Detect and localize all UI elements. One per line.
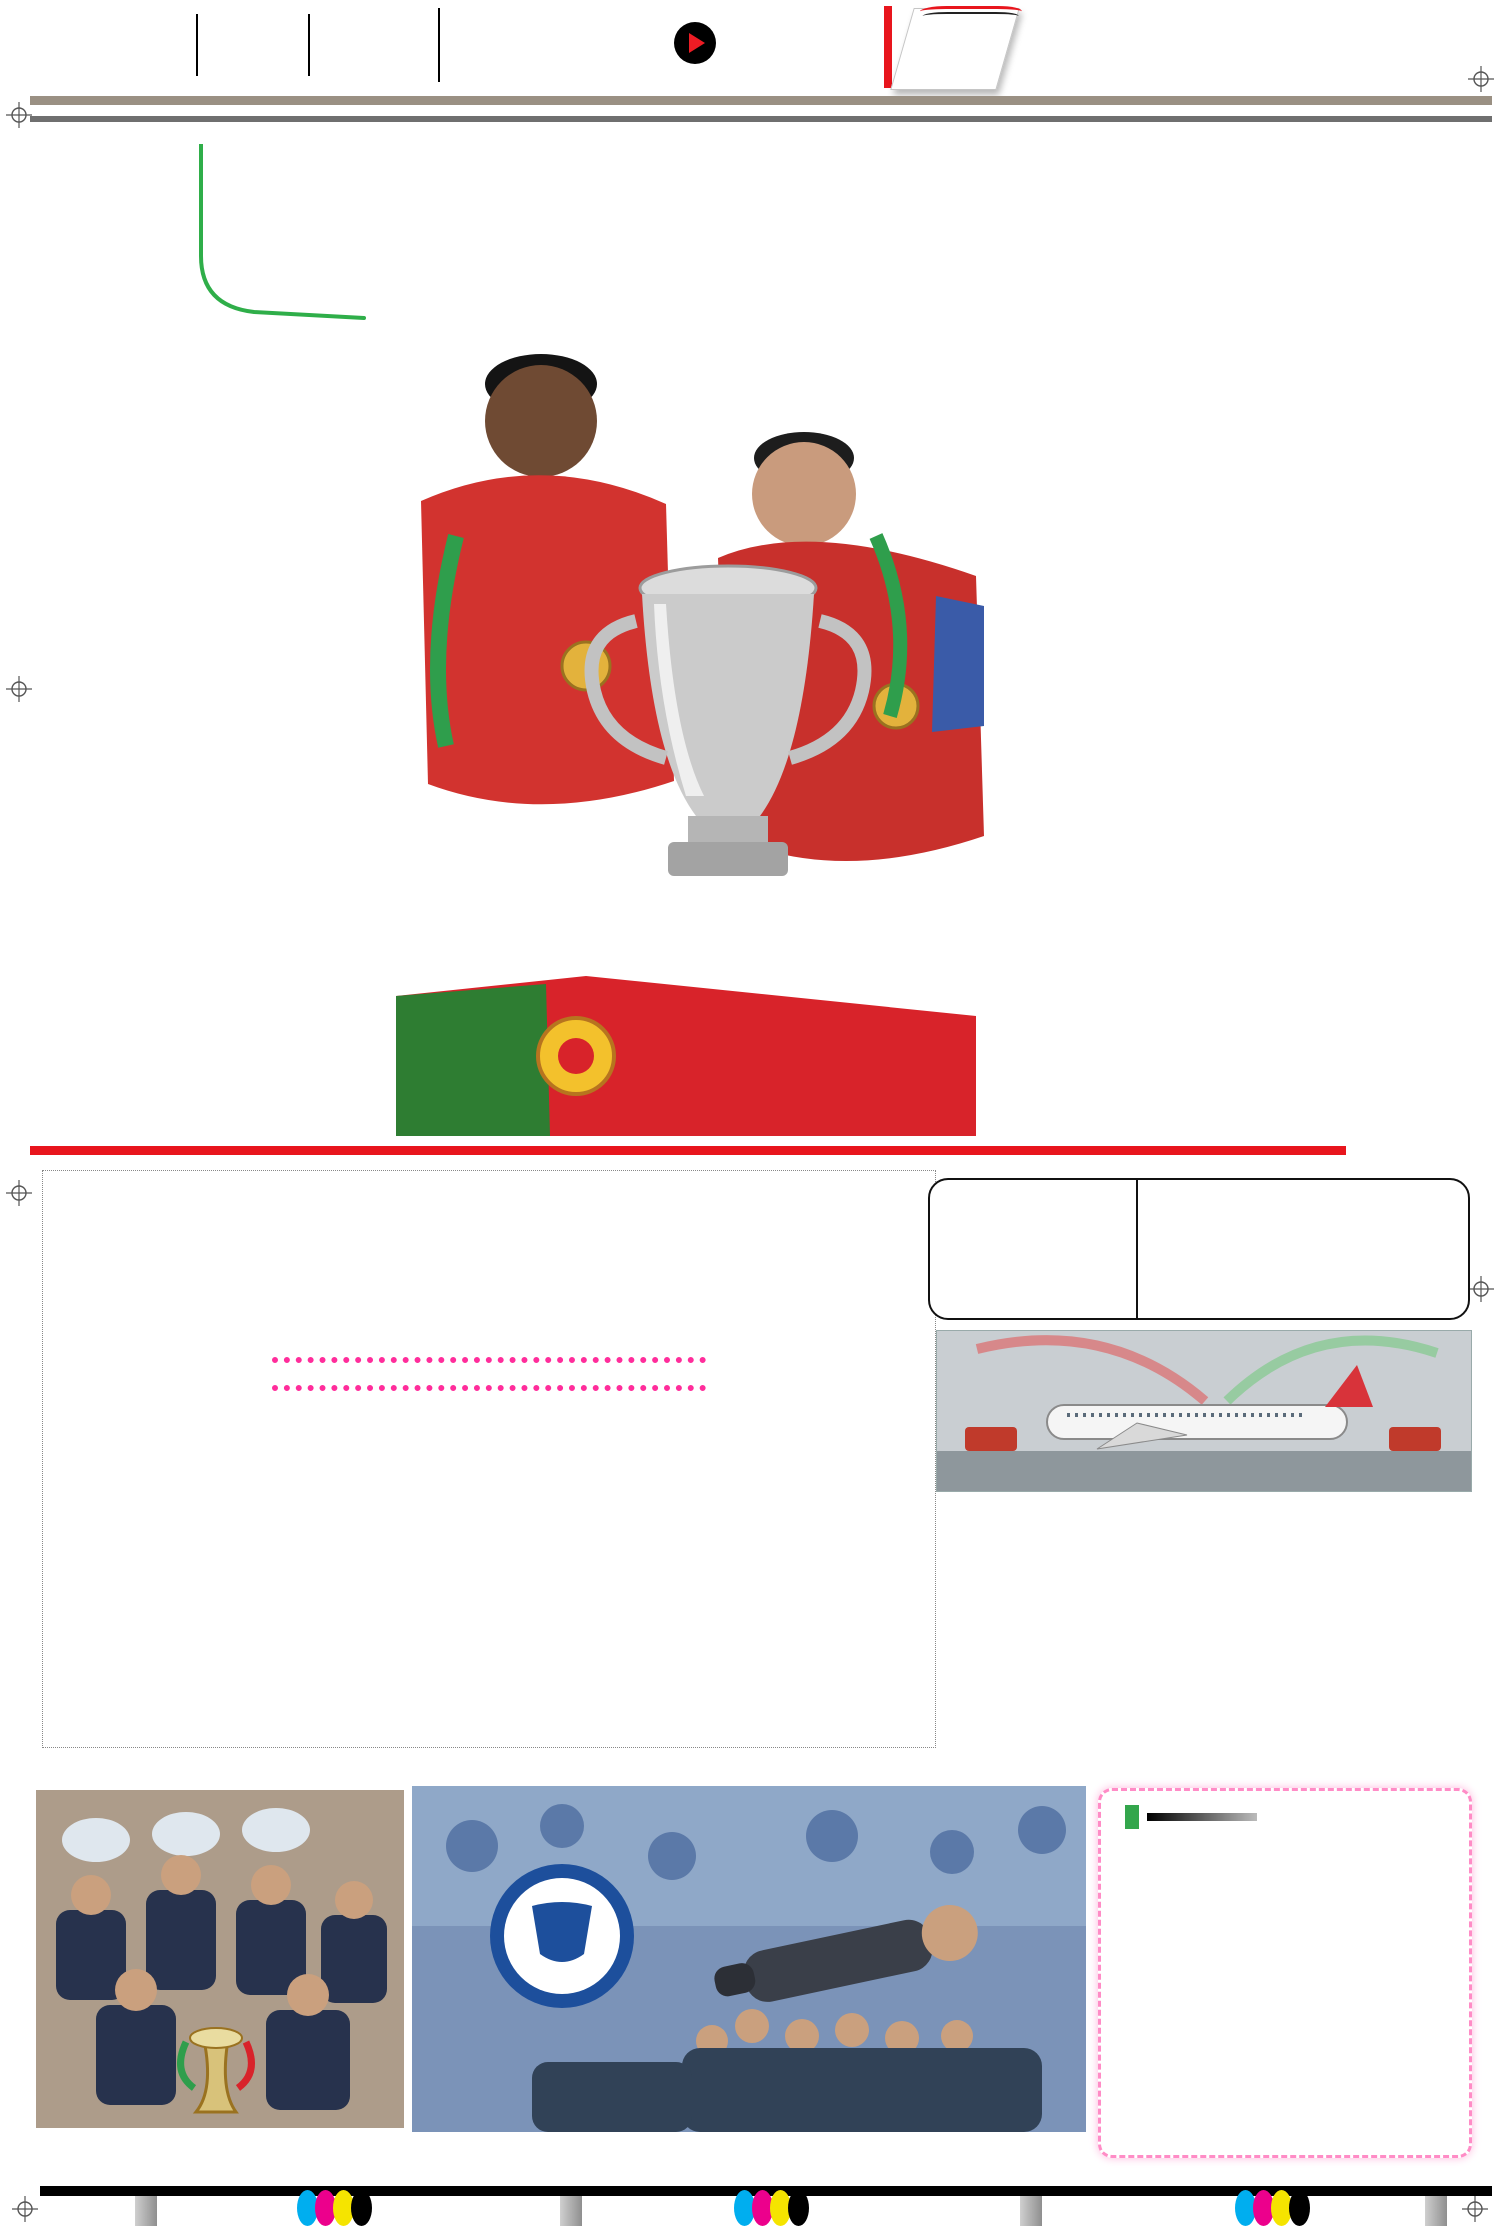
play-icon [674, 22, 716, 64]
eder-column-a [1122, 1530, 1290, 1742]
masthead-divider [438, 8, 440, 82]
play-triangle-icon [689, 33, 705, 53]
registration-mark-icon [1468, 1276, 1494, 1302]
stats-left-column [36, 254, 338, 1118]
analysis-column-4 [716, 1181, 927, 1737]
gray-patch [1425, 2196, 1447, 2226]
eiffel-body [1117, 1851, 1453, 2093]
main-photo-illustration [336, 236, 1012, 1148]
awards-list [930, 1180, 1138, 1318]
best-team-box [1138, 1180, 1468, 1318]
stats-right-column [1012, 254, 1470, 1120]
registration-mark-icon [12, 2196, 38, 2222]
eder-column-b [1302, 1530, 1470, 1742]
cmyk-dots [300, 2190, 372, 2226]
red-section-rule [30, 1146, 1346, 1155]
wavy-divider [930, 1748, 1470, 1760]
analysis-mid-bottom [272, 1399, 706, 1737]
analysis-title [272, 1357, 706, 1391]
lead-kicker [40, 142, 202, 148]
coach-toss-photo [412, 1786, 1086, 2132]
wavy-divider [930, 1514, 1470, 1526]
page-corner [890, 8, 1020, 90]
gradient-rule-icon [1147, 1813, 1257, 1821]
team-plane-photo [36, 1790, 404, 2128]
analysis-column-1 [51, 1181, 262, 1737]
masthead-divider [308, 14, 310, 76]
main-photo [336, 236, 1012, 1148]
gray-patch [560, 2196, 582, 2226]
black-dot [351, 2190, 372, 2226]
eiffel-kicker-row [1117, 1805, 1453, 1829]
masthead-divider [196, 14, 198, 76]
eder-story [930, 1530, 1470, 1742]
plane-photo [936, 1330, 1472, 1492]
black-dot [1289, 2190, 1310, 2226]
eiffel-story-box [1098, 1788, 1472, 2158]
analysis-middle [272, 1181, 706, 1737]
gray-patch [1020, 2196, 1042, 2226]
masthead-red-bar [884, 6, 892, 88]
divider-rule [30, 96, 1492, 105]
green-dash-icon [1125, 1805, 1139, 1829]
analysis-mid-top [272, 1181, 706, 1349]
divider-rule [30, 116, 1492, 122]
awards-team-box [928, 1178, 1470, 1320]
coach-toss-illustration [412, 1786, 1086, 2132]
cmyk-dots [1238, 2190, 1310, 2226]
gray-patch [135, 2196, 157, 2226]
black-dot [788, 2190, 809, 2226]
eder-headline [930, 1530, 1110, 1742]
analysis-article [42, 1170, 936, 1748]
registration-mark-icon [1462, 2196, 1488, 2222]
registration-mark-icon [6, 102, 32, 128]
section-label [674, 22, 726, 64]
registration-mark-icon [6, 1180, 32, 1206]
team-plane-illustration [36, 1790, 404, 2128]
registration-mark-icon [6, 676, 32, 702]
plane-photo-illustration [937, 1331, 1471, 1491]
cmyk-dots [737, 2190, 809, 2226]
page-number [903, 9, 1007, 89]
registration-mark-icon [1468, 66, 1494, 92]
